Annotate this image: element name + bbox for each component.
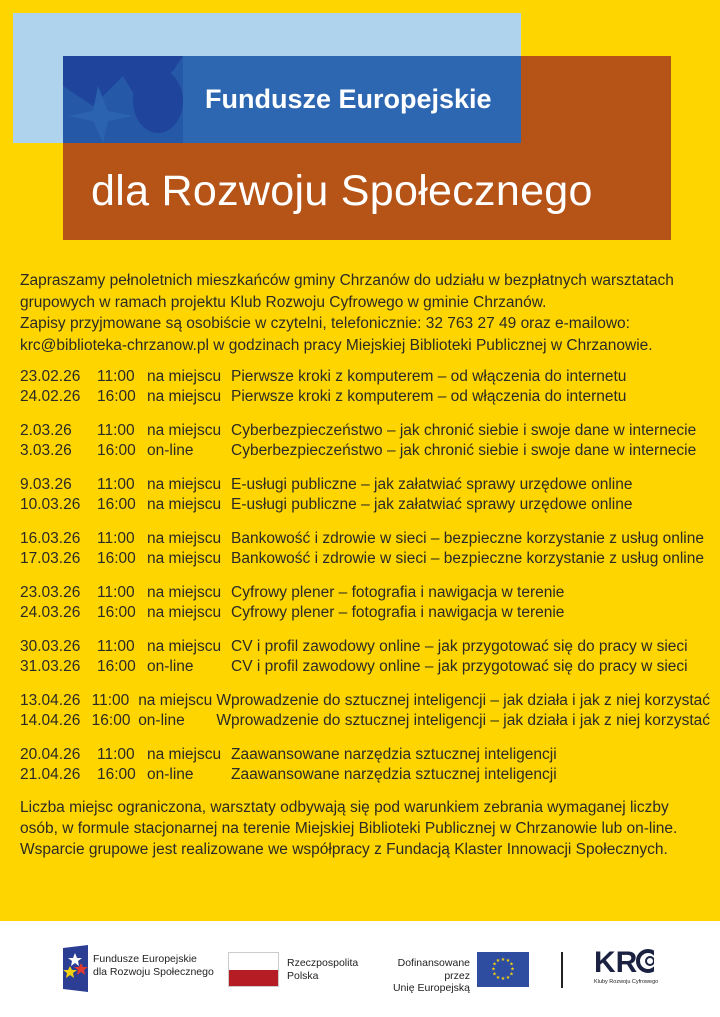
schedule-mode: na miejscu <box>147 530 222 547</box>
schedule-time: 16:00 <box>97 387 136 405</box>
svg-text:★: ★ <box>492 961 497 968</box>
schedule-mode: on-line <box>147 657 194 675</box>
footer-logos <box>0 921 720 1017</box>
schedule-time: 16:00 <box>97 495 136 513</box>
schedule-time: 16:00 <box>91 711 131 729</box>
schedule-date: 24.03.26 <box>20 603 81 621</box>
intro-paragraph-1: Zapraszamy pełnoletnich mieszkańców gminy Chrzanów do udziału w bezpłatnych warsztatach grupowych w ramach projektu Klub Rozwoju Cyfrowego w gminie Chrzanów. <box>20 272 674 311</box>
schedule-row <box>20 637 710 657</box>
krc-logo-subtitle: Kluby Rozwoju Cyfrowego <box>594 979 659 985</box>
schedule-date: 23.03.26 <box>20 584 81 601</box>
schedule-mode: na miejscu <box>147 549 222 567</box>
fe-logo-icon <box>63 945 88 997</box>
svg-text:★: ★ <box>505 958 511 964</box>
schedule-date: 9.03.26 <box>20 476 72 493</box>
pl-line2: Polska <box>287 969 319 982</box>
outro-text: Liczba miejsc ograniczona, warsztaty odbywają się pod warunkiem zebrania wymaganej liczby osób, w formule stacjonarnej na terenie Miejskiej Biblioteki Publicznej w Chrzanowie lub on-line. Wsparcie grupowe jest realizowane we współpracy z Fundacją Klaster Innowacji Społecznych. <box>20 799 678 858</box>
schedule-mode: na miejscu <box>147 422 222 439</box>
schedule-mode: na miejscu <box>147 603 222 621</box>
schedule-date: 14.04.26 <box>20 711 81 729</box>
schedule-mode: on-line <box>147 765 194 783</box>
schedule-date: 2.03.26 <box>20 422 72 439</box>
schedule-topic: Bankowość i zdrowie w sieci – bezpieczne korzystanie z usług online <box>231 549 704 567</box>
schedule-mode: na miejscu <box>147 495 222 513</box>
schedule-row <box>20 657 710 677</box>
schedule-time: 16:00 <box>97 657 136 675</box>
eu-line2: Unię Europejską <box>392 982 470 994</box>
schedule-topic: Cyberbezpieczeństwo – jak chronić siebie i swoje dane w internecie <box>231 441 697 459</box>
schedule-date: 16.03.26 <box>20 530 81 547</box>
schedule-topic: Pierwsze kroki z komputerem – od włączenia do internetu <box>231 368 627 385</box>
schedule-mode: na miejscu <box>147 584 222 601</box>
schedule-group <box>20 691 710 730</box>
schedule-row <box>20 691 710 711</box>
poland-logo-text <box>287 957 358 982</box>
svg-text:★: ★ <box>500 976 506 982</box>
schedule-row <box>20 367 710 387</box>
schedule-topic: Wprowadzenie do sztucznej inteligencji – jak działa i jak z niej korzystać <box>216 692 711 709</box>
fe-logo-line2: dla Rozwoju Społecznego <box>93 965 214 978</box>
schedule-time: 11:00 <box>97 746 135 763</box>
schedule-mode: na miejscu <box>147 476 222 493</box>
fe-logo-line1: Fundusze Europejskie <box>93 953 197 965</box>
schedule-row <box>20 421 710 441</box>
schedule-topic: Zaawansowane narzędzia sztucznej inteligencji <box>231 746 557 763</box>
schedule-row <box>20 475 710 495</box>
schedule-date: 13.04.26 <box>20 692 81 709</box>
schedule-time: 11:00 <box>97 638 135 655</box>
schedule-row <box>20 745 710 765</box>
schedule-mode: na miejscu <box>147 387 222 405</box>
schedule-time: 11:00 <box>97 422 135 439</box>
schedule-topic: Cyfrowy plener – fotografia i nawigacja w terenie <box>231 603 565 621</box>
schedule-time: 11:00 <box>97 584 135 601</box>
schedule-topic: Pierwsze kroki z komputerem – od włączenia do internetu <box>231 387 627 405</box>
schedule-group <box>20 745 710 784</box>
schedule-date: 17.03.26 <box>20 549 81 567</box>
schedule-topic: CV i profil zawodowy online – jak przygotować się do pracy w sieci <box>231 638 688 655</box>
svg-text:★: ★ <box>500 957 506 963</box>
schedule-time: 11:00 <box>97 530 135 547</box>
schedule-date: 30.03.26 <box>20 638 81 655</box>
schedule-mode: on-line <box>147 441 194 459</box>
fe-logo-text <box>93 953 214 978</box>
svg-text:★: ★ <box>509 961 514 968</box>
schedule-mode: na miejscu <box>138 692 213 709</box>
schedule-date: 31.03.26 <box>20 657 81 675</box>
eu-stars-pattern-icon <box>63 56 183 143</box>
schedule-topic: CV i profil zawodowy online – jak przygotować się do pracy w sieci <box>231 657 688 675</box>
schedule-row <box>20 711 710 731</box>
schedule-mode: na miejscu <box>147 746 222 763</box>
schedule-row <box>20 549 710 569</box>
schedule-time: 11:00 <box>97 368 135 385</box>
schedule-date: 10.03.26 <box>20 495 81 513</box>
schedule-row <box>20 495 710 515</box>
svg-text:★: ★ <box>510 966 515 973</box>
schedule-topic: E-usługi publiczne – jak załatwiać sprawy urzędowe online <box>231 476 633 493</box>
schedule-row <box>20 387 710 407</box>
header-title-line2: dla Rozwoju Społecznego <box>91 167 593 215</box>
schedule-row <box>20 529 710 549</box>
footer-divider <box>561 952 563 988</box>
schedule-row <box>20 441 710 461</box>
schedule-group <box>20 583 710 622</box>
schedule-topic: Cyberbezpieczeństwo – jak chronić siebie i swoje dane w internecie <box>231 422 697 439</box>
header-title-line1: Fundusze Europejskie <box>205 84 492 114</box>
svg-text:★: ★ <box>505 975 511 981</box>
svg-text:★: ★ <box>495 958 501 964</box>
schedule-row <box>20 583 710 603</box>
eu-logo-text <box>372 957 470 995</box>
schedule-mode: na miejscu <box>147 368 222 385</box>
svg-text:★: ★ <box>509 971 514 978</box>
schedule-date: 24.02.26 <box>20 387 81 405</box>
schedule-group <box>20 475 710 514</box>
schedule-time: 11:00 <box>97 476 135 493</box>
schedule-date: 21.04.26 <box>20 765 81 783</box>
schedule-group <box>20 637 710 676</box>
schedule-row <box>20 603 710 623</box>
svg-text:KR: KR <box>594 946 638 978</box>
schedule-date: 23.02.26 <box>20 368 81 385</box>
schedule-date: 3.03.26 <box>20 441 72 459</box>
schedule-topic: Wprowadzenie do sztucznej inteligencji – jak działa i jak z niej korzystać <box>216 711 711 729</box>
schedule-topic: Cyfrowy plener – fotografia i nawigacja w terenie <box>231 584 565 601</box>
eu-line1: Dofinansowane przez <box>397 957 470 982</box>
schedule-date: 20.04.26 <box>20 746 81 763</box>
schedule-group <box>20 367 710 406</box>
schedule-time: 11:00 <box>91 692 130 709</box>
schedule-time: 16:00 <box>97 603 136 621</box>
schedule-topic: Zaawansowane narzędzia sztucznej inteligencji <box>231 765 557 783</box>
eu-flag-icon <box>477 952 529 987</box>
intro-text <box>20 270 710 356</box>
schedule-topic: E-usługi publiczne – jak załatwiać sprawy urzędowe online <box>231 495 633 513</box>
schedule-mode: na miejscu <box>147 638 222 655</box>
schedule-group <box>20 421 710 460</box>
svg-text:★: ★ <box>495 975 501 981</box>
svg-text:★: ★ <box>491 966 496 973</box>
schedule-time: 16:00 <box>97 549 136 567</box>
schedule-mode: on-line <box>138 711 185 729</box>
pl-line1: Rzeczpospolita <box>287 957 359 969</box>
schedule-topic: Bankowość i zdrowie w sieci – bezpieczne korzystanie z usług online <box>231 530 704 547</box>
schedule-time: 16:00 <box>97 441 136 459</box>
schedule-time: 16:00 <box>97 765 136 783</box>
svg-text:★: ★ <box>492 971 497 978</box>
schedule-group <box>20 529 710 568</box>
intro-paragraph-2: Zapisy przyjmowane są osobiście w czytelni, telefonicznie: 32 763 27 49 oraz e-mailowo: krc@biblioteka-chrzanow.pl w godzinach pracy Miejskiej Biblioteki Publicznej w Chrzanowie. <box>20 315 653 354</box>
krc-logo-icon <box>594 944 660 983</box>
poland-flag-icon <box>228 952 279 987</box>
workshop-schedule <box>20 367 710 799</box>
schedule-row <box>20 765 710 785</box>
